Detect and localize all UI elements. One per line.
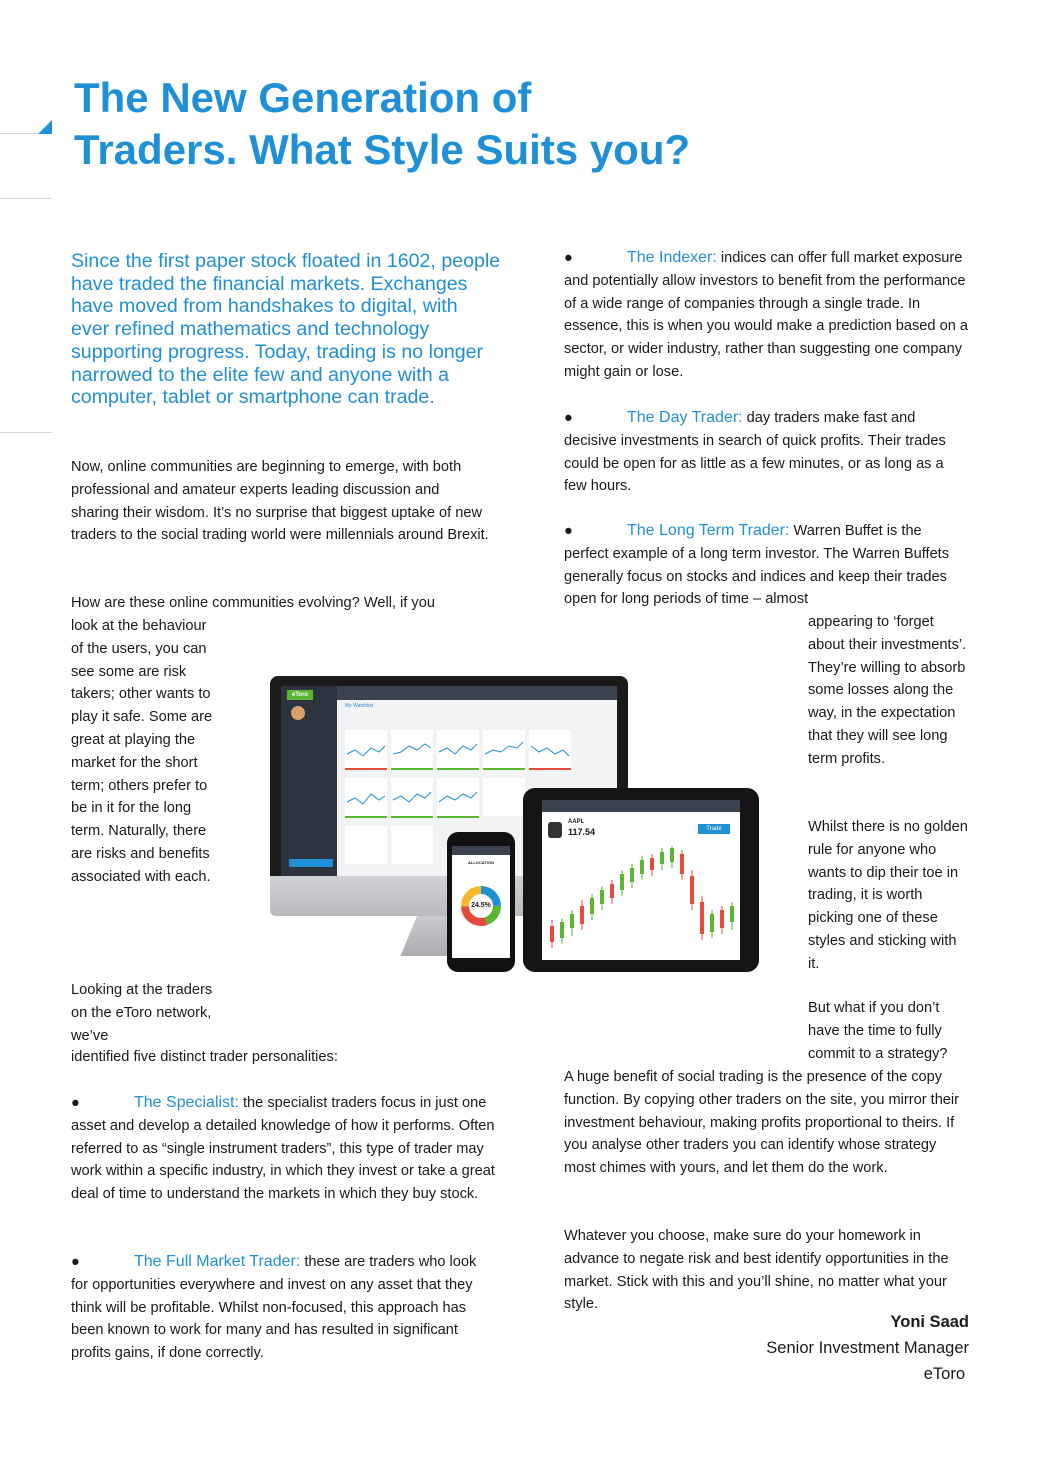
bullet-full-market-trader	[71, 1251, 496, 1365]
bullet-text: day traders make fast and decisive investments in search of quick profits. Their trades could be open for as little as a few minutes, or as long as a few hours.	[564, 410, 946, 495]
bullet-icon: ●	[564, 410, 573, 426]
bullet-label: The Full Market Trader:	[134, 1253, 301, 1270]
bullet-icon: ●	[564, 250, 573, 266]
bullet-label: The Day Trader:	[627, 409, 743, 426]
bullet-specialist	[71, 1092, 496, 1206]
bullet-icon: ●	[71, 1254, 80, 1270]
bullet-day-trader	[564, 407, 969, 498]
author-company: eToro	[923, 1365, 965, 1383]
margin-rule-bottom	[0, 432, 52, 433]
title-line-2: Traders. What Style Suits you?	[74, 126, 691, 173]
left-paragraph-2-line: How are these online communities evolving? Well, if you	[71, 595, 435, 611]
bullet-long-term-trader	[564, 520, 969, 611]
tablet-trade-button: Trade	[698, 824, 730, 834]
margin-rule-mid	[0, 198, 52, 199]
right-wrap-2: Whilst there is no golden rule for anyone who wants to dip their toe in trading, it is worth picking one of these styles and sticking with it.	[808, 819, 968, 972]
phone-percentage: 24.5%	[471, 902, 491, 909]
bullet-label: The Long Term Trader:	[627, 522, 790, 539]
left-paragraph-1: Now, online communities are beginning to emerge, with both professional and amateur experts leading discussion and sharing their wisdom. It’s no surprise that biggest uptake of new traders to the social trading world were millennials around Brexit.	[71, 459, 489, 544]
tablet-price: 117.54	[568, 827, 596, 837]
left-paragraph-3-line: identified five distinct trader personalities:	[71, 1049, 338, 1065]
author-role: Senior Investment Manager	[766, 1339, 969, 1357]
bullet-text: these are traders who look for opportunities everywhere and invest on any asset that they think will be profitable. Whilst non-focused, this approach has been known to work for many and has resulted in significant profits gains, if done correctly.	[71, 1254, 477, 1362]
watchlist-title: My Watchlist	[345, 703, 374, 709]
phone-screen	[452, 846, 510, 958]
right-paragraph-5: Whatever you choose, make sure do your homework in advance to negate risk and best identify opportunities in the market. Stick with this and you’ll shine, no matter what your style.	[564, 1228, 949, 1313]
lead-paragraph: Since the first paper stock floated in 1602, people have traded the financial markets. Exchanges have moved from handshakes to digital, with ever refined mathematics and technology supporting progress. Today, trading is no longer narrowed to the elite few and anyone with a computer, tablet or smartphone can trade.	[71, 250, 501, 409]
left-paragraph-2-wrap: look at the behaviour of the users, you can see some are risk takers; other wants to play it safe. Some are great at playing the market for the short term; others prefer to be in it for the long term. Naturally, there are risks and benefits associated with each.	[71, 618, 213, 885]
apple-logo-icon	[548, 822, 562, 838]
etoro-logo: eToro	[287, 690, 313, 700]
left-paragraph-3-wrap: Looking at the traders on the eToro network, we’ve	[71, 982, 213, 1044]
phone-allocation-label: ALLOCATION	[468, 860, 494, 865]
bullet-text: the specialist traders focus in just one asset and develop a detailed knowledge of how it performs. Often referred to as “single instrument traders”, this type of trader may work within a specific industry, in which they invest or take a great deal of time to understand the markets in which they buy stock.	[71, 1095, 495, 1203]
bullet-text: indices can offer full market exposure and potentially allow investors to benefit from the performance of a wide range of companies through a single trade. In essence, this is when you would make a prediction based on a sector, or wider industry, rather than suggesting one company might gain or lose.	[564, 250, 969, 380]
right-paragraph-4: A huge benefit of social trading is the presence of the copy function. By copying other traders on the site, you mirror their investment behaviour, making profits proportional to theirs. If you analyse other traders you can identify whose strategy most chimes with yours, and let them do the work.	[564, 1069, 960, 1177]
right-wrap-1: appearing to ‘forget about their investments’. They’re willing to absorb some losses along the way, in the expectation that they will see long term profits.	[808, 614, 967, 767]
corner-triangle-icon	[38, 120, 52, 134]
title-line-1: The New Generation of	[74, 74, 532, 121]
right-wrap-3: But what if you don’t have the time to fully commit to a strategy?	[808, 1000, 948, 1062]
author-name: Yoni Saad	[890, 1313, 969, 1331]
bullet-icon: ●	[71, 1095, 80, 1111]
bullet-indexer	[564, 247, 969, 384]
candlestick-chart-icon	[544, 840, 738, 958]
bullet-label: The Indexer:	[627, 249, 717, 266]
bullet-text: Warren Buffet is the perfect example of a long term investor. The Warren Buffets generally focus on stocks and indices and keep their trades open for long periods of time – almost	[564, 523, 950, 608]
tablet-ticker: AAPL	[568, 819, 585, 825]
page-title	[74, 72, 794, 176]
bullet-icon: ●	[564, 523, 573, 539]
tablet-screen	[542, 800, 740, 960]
bullet-label: The Specialist:	[134, 1094, 239, 1111]
